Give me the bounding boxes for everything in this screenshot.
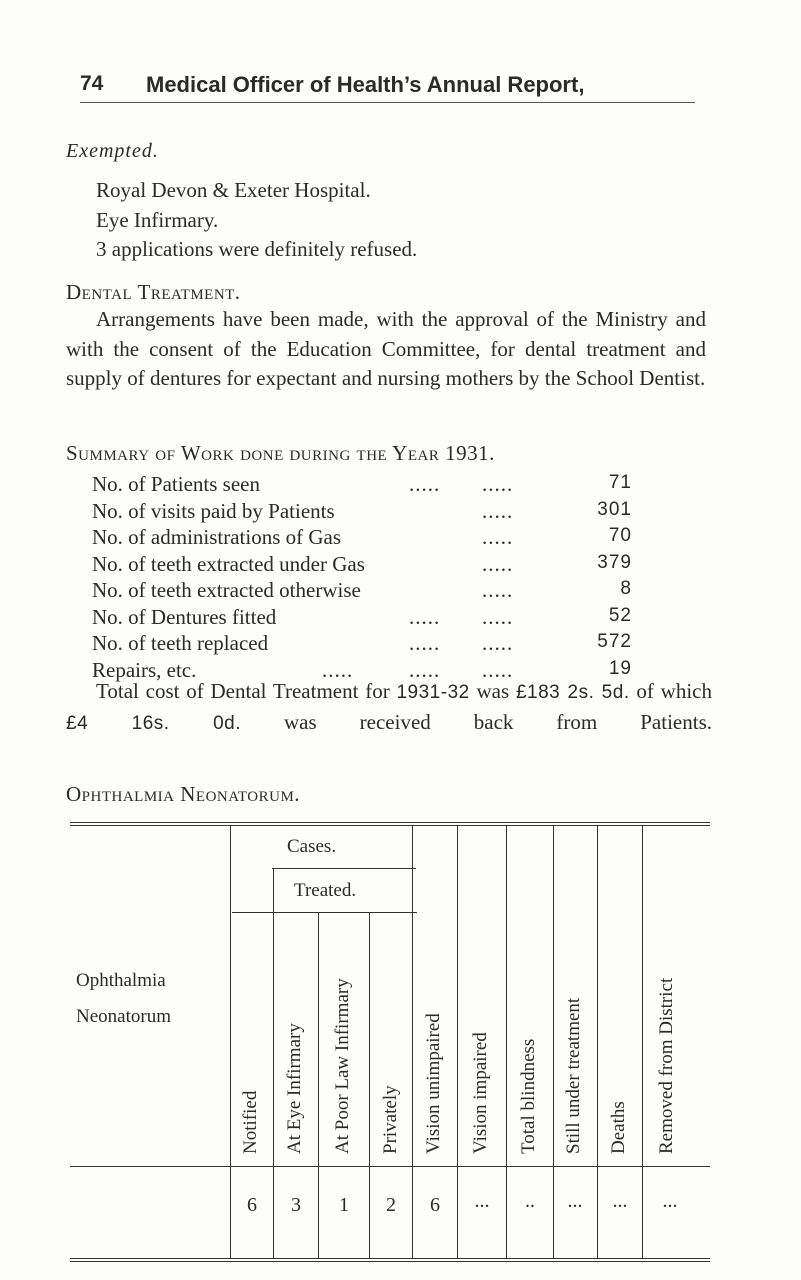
exempted-heading: Exempted. (66, 140, 159, 162)
leader-dots: ..... (482, 631, 514, 655)
summary-label: No. of Patients seen (92, 472, 260, 496)
summary-row (92, 525, 632, 552)
col-header-notified: Notified (240, 1090, 261, 1154)
col-header-total-blindness: Total blindness (518, 1038, 539, 1154)
col-header-still-under-treatment: Still under treatment (563, 997, 584, 1154)
summary-row (92, 499, 632, 526)
leader-dots: ..... (409, 631, 441, 655)
col-header-poor-law-infirmary: At Poor Law Infirmary (332, 978, 353, 1154)
treated-header: Treated. (294, 880, 357, 901)
cost-received: £4 16s. 0d. (66, 712, 242, 734)
cost-text: of which (636, 679, 712, 703)
summary-value: 572 (597, 631, 632, 652)
col-rule (318, 912, 319, 1258)
col-header-vision-unimpaired: Vision unimpaired (423, 1013, 444, 1154)
summary-row (92, 578, 632, 605)
table-top-rule (70, 822, 710, 823)
table-cell: 2 (386, 1194, 396, 1216)
col-rule (553, 826, 554, 1258)
summary-label: No. of teeth replaced (92, 631, 269, 655)
leader-dots: ..... (482, 498, 514, 523)
col-rule (273, 868, 274, 1258)
summary-value: 8 (620, 578, 632, 599)
summary-value: 19 (608, 657, 632, 679)
table-cell: ... (662, 1190, 678, 1212)
summary-value: 70 (608, 525, 632, 546)
summary-label: No. of administrations of Gas (92, 525, 342, 549)
col-rule (506, 826, 507, 1258)
total-cost-paragraph (66, 677, 712, 738)
table-cell: 1 (339, 1194, 349, 1216)
cost-text: was received back from Patients. (284, 709, 712, 734)
summary-row (92, 472, 632, 499)
table-cell: ... (567, 1190, 583, 1212)
summary-heading: Summary of Work done during the Year 1931. (66, 441, 495, 465)
cost-years: 1931-32 (396, 682, 470, 703)
leader-dots: ..... (482, 472, 514, 496)
leader-dots: ..... (409, 604, 441, 629)
summary-value: 379 (597, 551, 632, 573)
col-header-deaths: Deaths (608, 1101, 629, 1154)
leader-dots: ..... (409, 472, 441, 496)
col-rule (597, 826, 598, 1258)
row-label-line1: Ophthalmia (76, 970, 166, 991)
summary-label: No. of visits paid by Patients (92, 498, 335, 523)
table-cell: 6 (247, 1194, 257, 1216)
col-rule (230, 826, 231, 1258)
treated-rule (232, 912, 417, 913)
leader-dots: ..... (482, 604, 514, 629)
col-header-vision-impaired: Vision impaired (470, 1032, 491, 1154)
summary-label: No. of Dentures fitted (92, 604, 277, 629)
leader-dots: ..... (482, 578, 514, 602)
exempted-line-2: Eye Infirmary. (96, 208, 219, 232)
col-rule (642, 826, 643, 1258)
ophthalmia-heading: Ophthalmia Neonatorum. (66, 782, 301, 806)
ophthalmia-table (62, 822, 712, 1264)
leader-dots: ..... (322, 657, 354, 682)
leader-dots: ..... (482, 657, 514, 682)
cost-total: £183 2s. 5d. (515, 682, 630, 703)
cost-text: Total cost of Dental Treatment for (96, 679, 390, 703)
table-cell: 3 (291, 1194, 301, 1216)
table-cell: ... (474, 1190, 490, 1212)
col-rule (412, 826, 413, 1258)
col-header-privately: Privately (380, 1085, 401, 1154)
col-header-removed-from-district: Removed from District (656, 977, 677, 1154)
summary-list (92, 472, 632, 684)
summary-value: 71 (608, 472, 632, 493)
summary-row (92, 552, 632, 579)
col-header-eye-infirmary: At Eye Infirmary (284, 1023, 305, 1154)
dental-heading: Dental Treatment. (66, 280, 241, 304)
summary-label: Repairs, etc. (92, 657, 197, 682)
summary-row (92, 631, 632, 658)
table-cell: 6 (430, 1194, 440, 1216)
leader-dots: ..... (482, 525, 514, 549)
header-bottom-rule (70, 1166, 710, 1167)
table-top-rule (70, 825, 710, 826)
leader-dots: ..... (409, 657, 441, 682)
table-bottom-rule (70, 1261, 710, 1262)
exempted-line-3: 3 applications were definitely refused. (96, 237, 418, 261)
cost-text: was (476, 679, 510, 703)
leader-dots: ..... (482, 551, 514, 576)
page-number: 74 (80, 72, 104, 95)
summary-label: No. of teeth extracted otherwise (92, 578, 361, 602)
exempted-line-1: Royal Devon & Exeter Hospital. (96, 178, 371, 202)
summary-row (92, 605, 632, 632)
summary-label: No. of teeth extracted under Gas (92, 551, 365, 576)
table-bottom-rule (70, 1258, 710, 1259)
col-rule (457, 826, 458, 1258)
dental-paragraph: Arrangements have been made, with the approval of the Ministry and with the consent of the Education Committee, for dental treatment and supply of dentures for expectant and nursing mothers by the School Dentist. (66, 307, 706, 391)
row-label-line2: Neonatorum (76, 1006, 171, 1027)
table-cell: .. (525, 1190, 535, 1212)
col-rule (369, 912, 370, 1258)
table-cell: ... (612, 1190, 628, 1212)
running-title: Medical Officer of Health’s Annual Report, (146, 72, 585, 97)
header-rule (80, 102, 695, 103)
summary-value: 52 (608, 604, 632, 626)
cases-header: Cases. (287, 836, 337, 857)
summary-value: 301 (597, 498, 632, 520)
cases-rule (272, 868, 416, 869)
